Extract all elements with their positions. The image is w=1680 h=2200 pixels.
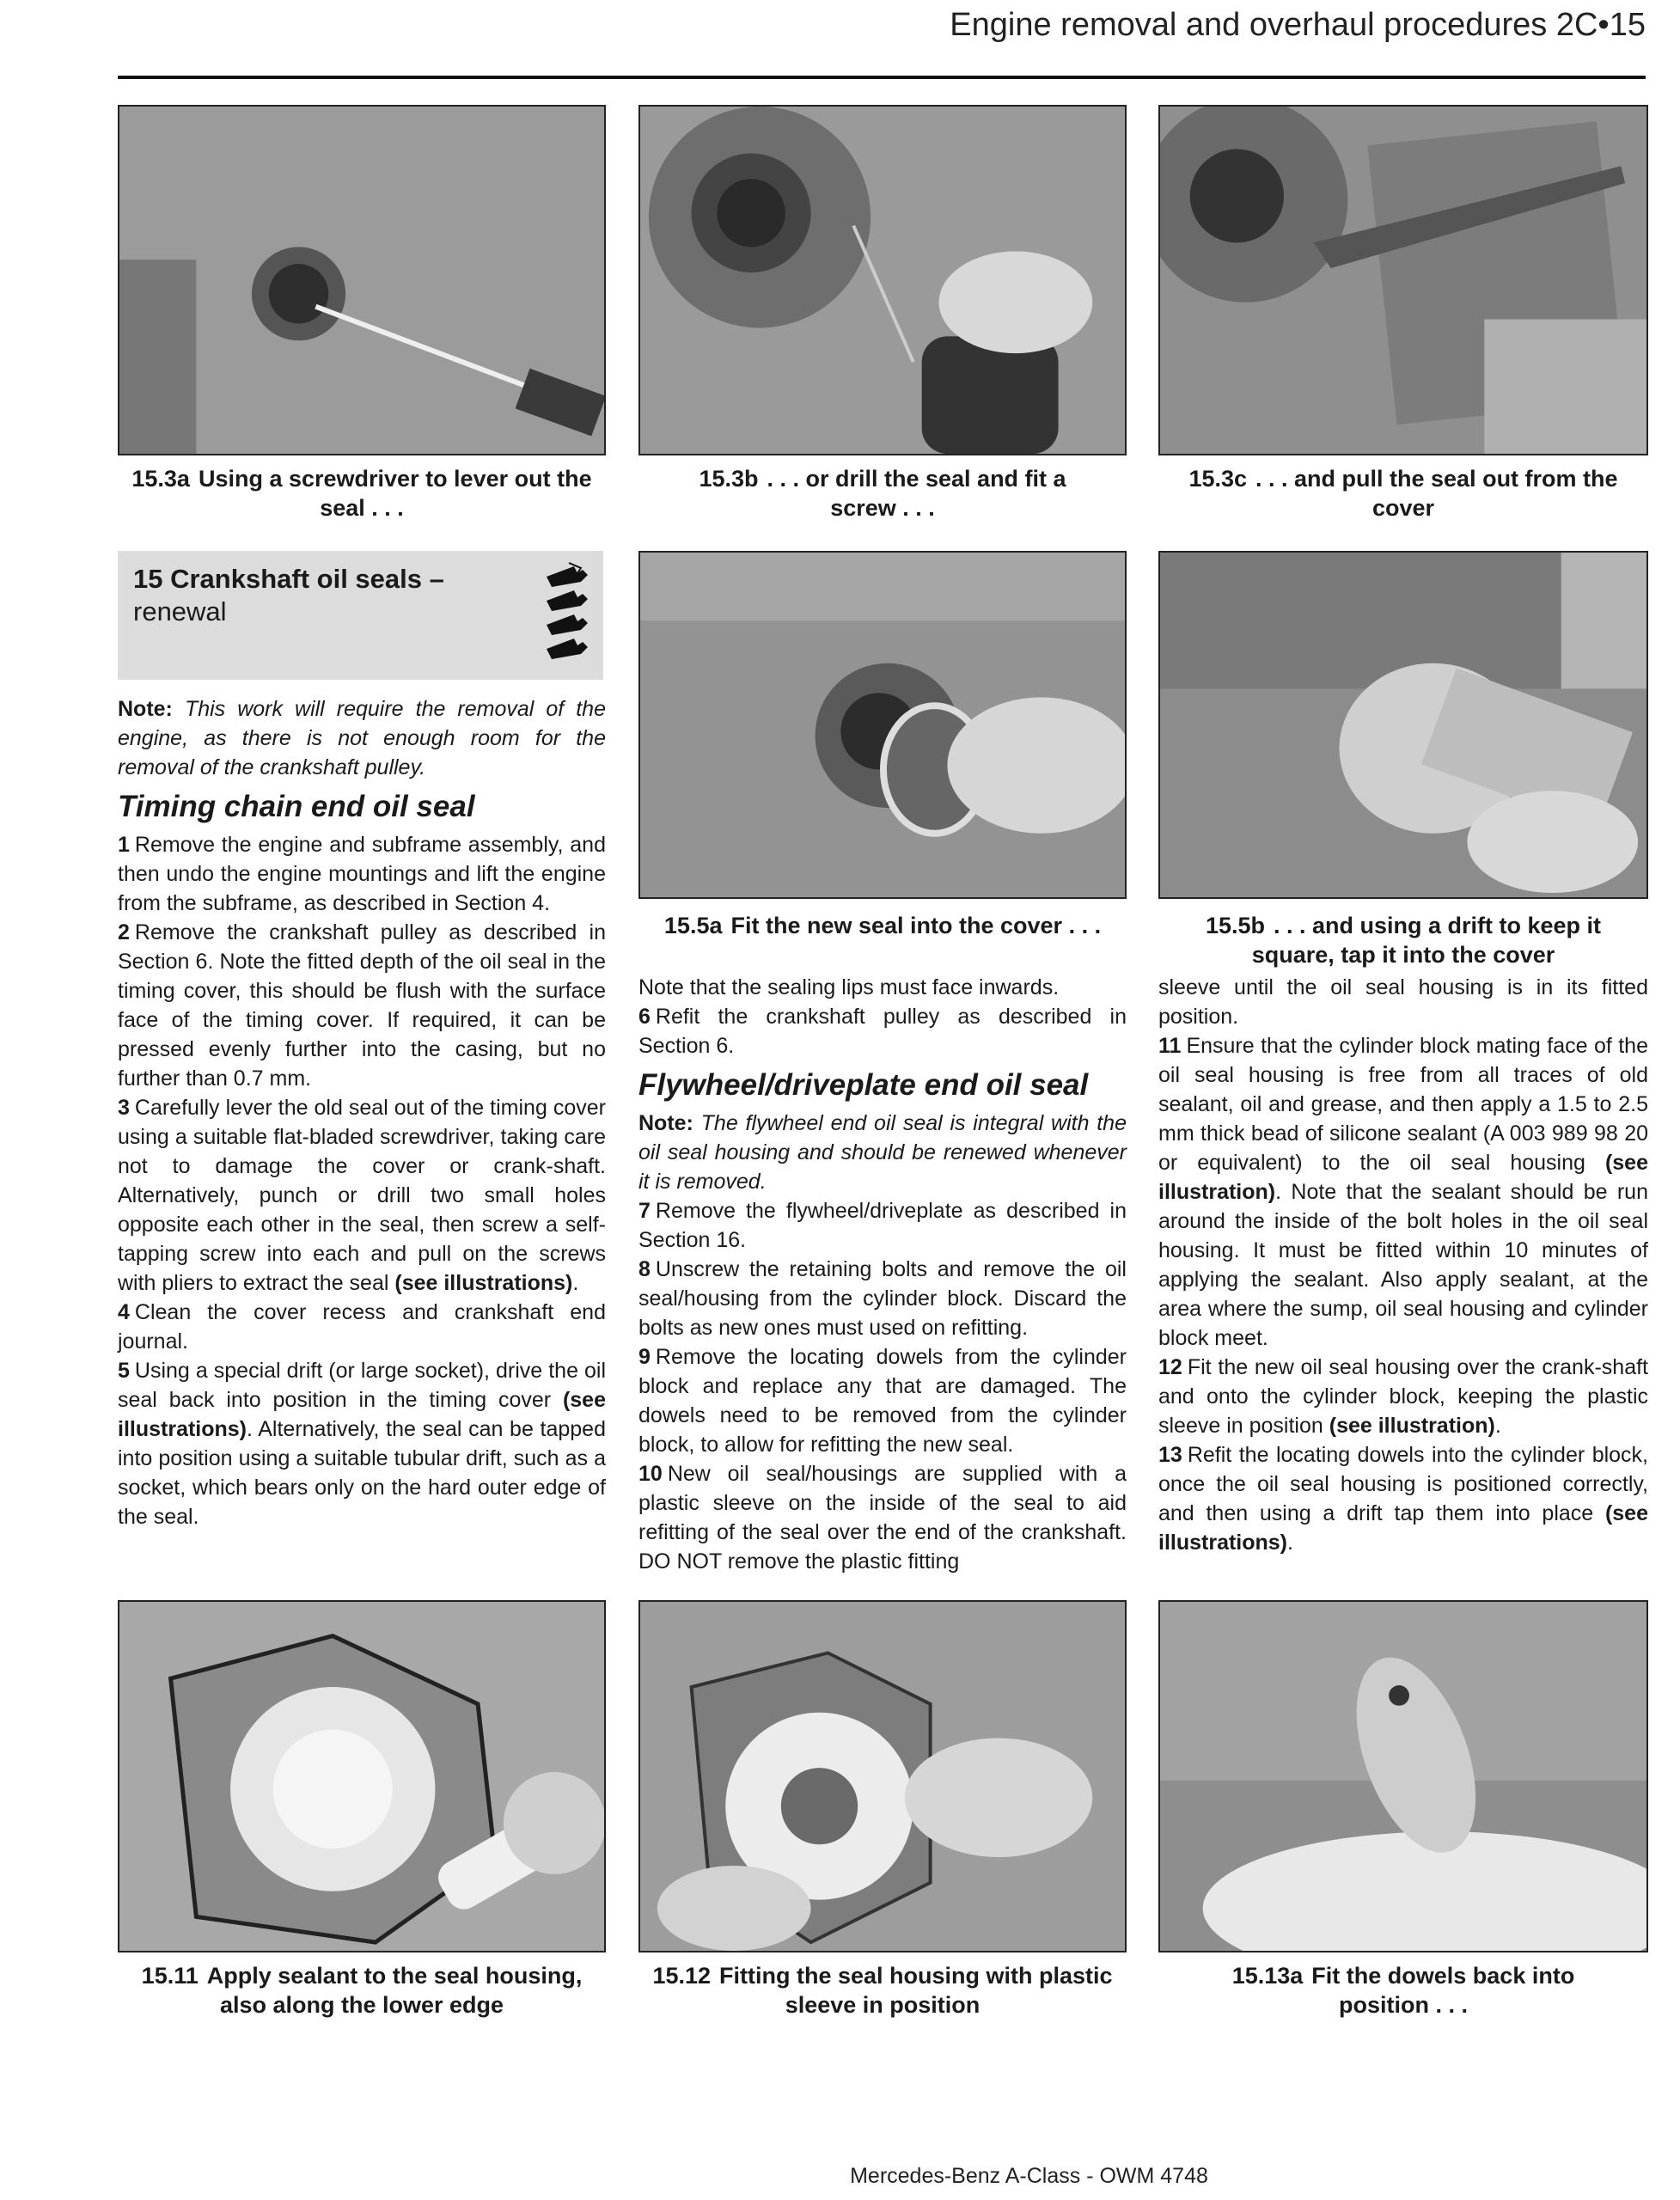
step-text: Fit the new oil seal housing over the crank-shaft and onto the cylinder block, keeping the plastic sleeve in position bbox=[1158, 1355, 1648, 1438]
caption-15-5b bbox=[1186, 911, 1621, 969]
step-number: 7 bbox=[638, 1199, 651, 1223]
note-text: The flywheel end oil seal is integral with the oil seal housing and should be renewed whenever it is removed. bbox=[638, 1111, 1127, 1194]
text-column-2 bbox=[638, 973, 1127, 1576]
step-1 bbox=[118, 830, 606, 918]
subheading-timing-chain: Timing chain end oil seal bbox=[118, 790, 475, 823]
caption-15-5a bbox=[638, 911, 1127, 940]
illustration-ref: (see illustration) bbox=[1329, 1414, 1495, 1438]
section-number: 15 bbox=[133, 564, 163, 594]
section-title bbox=[133, 563, 444, 628]
text-column-3 bbox=[1158, 973, 1648, 1557]
step-11 bbox=[1158, 1031, 1648, 1353]
step-9 bbox=[638, 1342, 1127, 1459]
step-text: Unscrew the retaining bolts and remove the oil seal/housing from the cylinder block. Discard the bolts as new ones must used on refitting. bbox=[638, 1257, 1127, 1340]
step-8 bbox=[638, 1255, 1127, 1342]
section-title-text: Crankshaft oil seals – bbox=[170, 564, 444, 594]
photo-15-13a bbox=[1158, 1600, 1648, 1952]
step-number: 2 bbox=[118, 920, 130, 944]
step-number: 13 bbox=[1158, 1443, 1182, 1467]
caption-number: 15.12 bbox=[652, 1963, 712, 1989]
intro-paragraph: Note that the sealing lips must face inwards. bbox=[638, 975, 1060, 999]
caption-15-11 bbox=[118, 1961, 606, 2020]
step-text: Remove the locating dowels from the cylinder block and replace any that are damaged. The dowels need to be removed from the cylinder block, to allow for refitting the new seal. bbox=[638, 1345, 1127, 1457]
photo-15-12 bbox=[638, 1600, 1127, 1952]
caption-number: 15.5b bbox=[1205, 913, 1265, 938]
step-10 bbox=[638, 1459, 1127, 1576]
caption-text: . . . and using a drift to keep it square, tap it into the cover bbox=[1251, 913, 1602, 968]
step-number: 1 bbox=[118, 833, 130, 857]
note-text: This work will require the removal of the engine, as there is not enough room for the removal of the crankshaft pulley. bbox=[118, 697, 606, 779]
step-13 bbox=[1158, 1440, 1648, 1557]
photo-15-3a bbox=[118, 105, 606, 455]
step-2 bbox=[118, 918, 606, 1093]
step-text: Carefully lever the old seal out of the timing cover using a suitable flat-bladed screwdriver, taking care not to damage the cover or crank-shaft. Alternatively, punch or drill two small holes opposite each other in the seal, then screw a self-tapping screw into each and pull on the screws with pliers to extract the seal bbox=[118, 1096, 606, 1295]
step-text: Remove the flywheel/driveplate as described in Section 16. bbox=[638, 1199, 1127, 1252]
step-text: New oil seal/housings are supplied with a plastic sleeve on the inside of the seal to aid refitting of the seal over the end of the crankshaft. DO NOT remove the plastic fitting bbox=[638, 1462, 1127, 1574]
caption-text: Using a screwdriver to lever out the seal . . . bbox=[198, 466, 592, 521]
caption-number: 15.5a bbox=[663, 913, 723, 938]
step-number: 4 bbox=[118, 1300, 130, 1324]
caption-number: 15.3a bbox=[131, 466, 190, 492]
step-tail: . bbox=[1287, 1531, 1293, 1555]
step-number: 9 bbox=[638, 1345, 651, 1369]
step-6 bbox=[638, 1002, 1127, 1060]
step-text: Ensure that the cylinder block mating face of the oil seal housing is free from all traces of old sealant, oil and grease, and then apply a 1.5 to 2.5 mm thick bead of silicone sealant (A 003 989 98 20 or equivalent) to the oil seal housing bbox=[1158, 1034, 1648, 1175]
step-number: 5 bbox=[118, 1359, 130, 1383]
caption-15-3a bbox=[118, 464, 606, 522]
step-text: Refit the crankshaft pulley as described in Section 6. bbox=[638, 1005, 1127, 1058]
note-label: Note: bbox=[118, 697, 173, 721]
caption-number: 15.13a bbox=[1231, 1963, 1304, 1989]
step-tail: . bbox=[572, 1271, 579, 1295]
footer-text: Mercedes-Benz A-Class - OWM 4748 bbox=[850, 2164, 1208, 2188]
subheading-flywheel: Flywheel/driveplate end oil seal bbox=[638, 1068, 1089, 1102]
header-rule bbox=[118, 76, 1646, 79]
note-label: Note: bbox=[638, 1111, 693, 1135]
text-column-1 bbox=[118, 694, 606, 1531]
illustration-ref: (see illustration) bbox=[1158, 1151, 1648, 1204]
caption-text: Fitting the seal housing with plastic sleeve in position bbox=[719, 1963, 1113, 2018]
step-tail: . Alternatively, the seal can be tapped into position using a suitable tubular drift, such as a socket, which bears only on the hard outer edge of the seal. bbox=[118, 1417, 606, 1529]
section-header-box bbox=[118, 551, 603, 680]
step-12 bbox=[1158, 1353, 1648, 1440]
intro-paragraph: sleeve until the oil seal housing is in its fitted position. bbox=[1158, 975, 1648, 1029]
step-5 bbox=[118, 1356, 606, 1531]
caption-15-3c bbox=[1169, 464, 1638, 522]
note-paragraph bbox=[118, 694, 606, 782]
caption-text: . . . and pull the seal out from the cover bbox=[1255, 466, 1618, 521]
photo-15-5a bbox=[638, 551, 1127, 899]
photo-15-5b bbox=[1158, 551, 1648, 899]
photo-15-3c bbox=[1158, 105, 1648, 455]
step-7 bbox=[638, 1196, 1127, 1255]
caption-text: Fit the new seal into the cover . . . bbox=[730, 913, 1102, 938]
step-number: 10 bbox=[638, 1462, 663, 1486]
step-number: 6 bbox=[638, 1005, 651, 1029]
caption-15-3b bbox=[670, 464, 1095, 522]
step-number: 8 bbox=[638, 1257, 651, 1281]
note-paragraph bbox=[638, 1109, 1127, 1196]
caption-number: 15.11 bbox=[141, 1963, 199, 1989]
step-4 bbox=[118, 1298, 606, 1356]
caption-15-12 bbox=[638, 1961, 1127, 2020]
step-text: Clean the cover recess and crankshaft end journal. bbox=[118, 1300, 606, 1354]
step-text: Refit the locating dowels into the cylinder block, once the oil seal housing is positioned correctly, and then using a drift tap them into place bbox=[1158, 1443, 1648, 1525]
illustration-ref: (see illustrations) bbox=[1158, 1501, 1648, 1555]
caption-number: 15.3c bbox=[1188, 466, 1248, 492]
caption-number: 15.3b bbox=[699, 466, 759, 492]
step-3 bbox=[118, 1093, 606, 1298]
photo-15-3b bbox=[638, 105, 1127, 455]
difficulty-spanner-icon bbox=[543, 561, 591, 668]
caption-text: . . . or drill the seal and fit a screw . . . bbox=[767, 466, 1066, 521]
caption-15-13a bbox=[1194, 1961, 1612, 2020]
page-header-title: Engine removal and overhaul procedures 2C•15 bbox=[950, 7, 1646, 43]
caption-text: Apply sealant to the seal housing, also along the lower edge bbox=[206, 1963, 583, 2018]
page-footer bbox=[0, 2164, 1680, 2189]
step-number: 3 bbox=[118, 1096, 130, 1120]
illustration-ref: (see illustrations) bbox=[118, 1388, 606, 1441]
step-tail: . Note that the sealant should be run around the inside of the bolt holes in the oil seal housing. It must be fitted within 10 minutes of applying the sealant. Also apply sealant, at the area where the sump, oil seal housing and cylinder block meet. bbox=[1158, 1180, 1648, 1350]
step-number: 12 bbox=[1158, 1355, 1182, 1379]
step-tail: . bbox=[1494, 1414, 1501, 1438]
illustration-ref: (see illustrations) bbox=[394, 1271, 573, 1295]
step-number: 11 bbox=[1158, 1034, 1182, 1058]
photo-15-11 bbox=[118, 1600, 606, 1952]
caption-text: Fit the dowels back into position . . . bbox=[1311, 1963, 1575, 2018]
step-text: Remove the crankshaft pulley as described in Section 6. Note the fitted depth of the oil seal in the timing cover, this should be flush with the surface face of the timing cover. If required, it can be pressed evenly further into the casing, but no further than 0.7 mm. bbox=[118, 920, 606, 1091]
step-text: Remove the engine and subframe assembly, and then undo the engine mountings and lift the engine from the subframe, as described in Section 4. bbox=[118, 833, 606, 915]
section-subtitle: renewal bbox=[133, 596, 227, 626]
step-text: Using a special drift (or large socket), drive the oil seal back into position in the timing cover bbox=[118, 1359, 606, 1412]
